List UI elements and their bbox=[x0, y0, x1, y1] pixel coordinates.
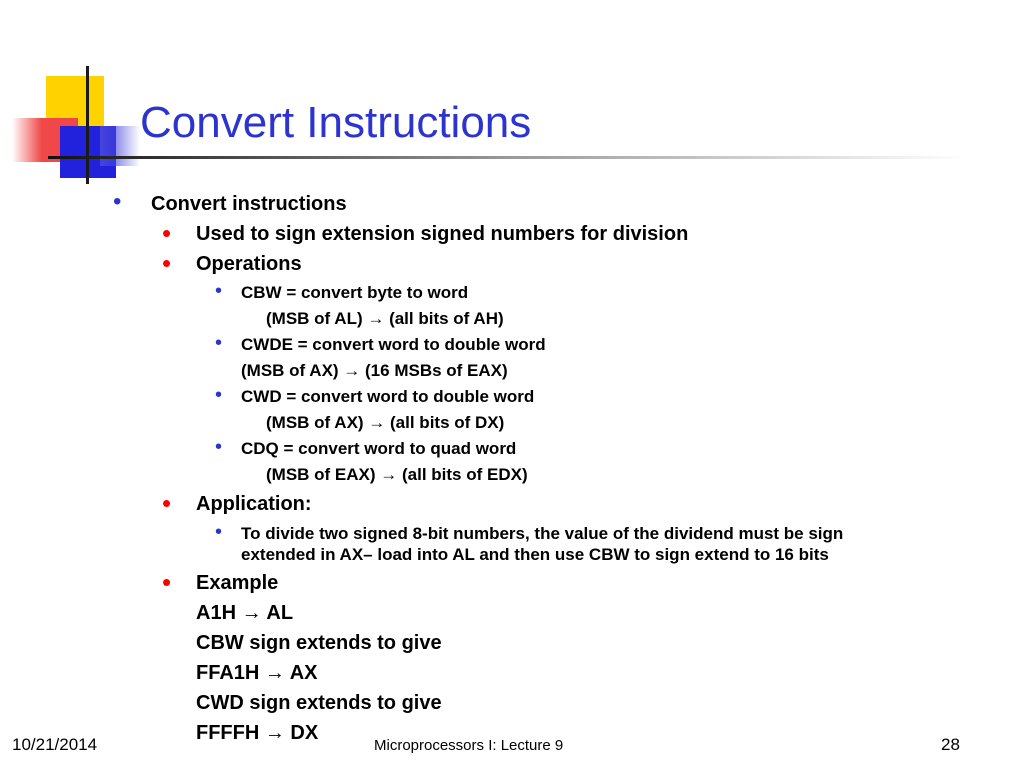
page-number: 28 bbox=[941, 735, 960, 754]
list-item: extended in AX– load into AL and then use CBW to sign extend to 16 bits bbox=[241, 545, 829, 564]
list-item: To divide two signed 8-bit numbers, the value of the dividend must be sign bbox=[241, 524, 844, 543]
list-item-detail: (MSB of AL) → (all bits of AH) bbox=[266, 309, 504, 328]
example-line: FFA1H → AX bbox=[196, 662, 318, 684]
list-item: CDQ = convert word to quad word bbox=[241, 439, 517, 458]
bullet-l3-icon: • bbox=[215, 521, 223, 543]
bullet-l1-icon: • bbox=[113, 188, 122, 215]
bullet-l3-icon: • bbox=[215, 280, 223, 302]
example-line: FFFFH → DX bbox=[196, 722, 319, 744]
example-line: CBW sign extends to give bbox=[196, 632, 442, 654]
bullet-l2-icon: • bbox=[162, 488, 172, 518]
footer-course: Microprocessors I: Lecture 9 bbox=[374, 737, 564, 754]
list-item-detail: (MSB of AX) → (all bits of DX) bbox=[266, 413, 505, 432]
bullet-l2-icon: • bbox=[162, 567, 172, 597]
list-item: CWD = convert word to double word bbox=[241, 387, 535, 406]
list-item: Application: bbox=[196, 493, 312, 515]
title-underline bbox=[48, 156, 968, 159]
bullet-l3-icon: • bbox=[215, 332, 223, 354]
list-item-detail: (MSB of EAX) → (all bits of EDX) bbox=[266, 465, 528, 484]
bullet-l3-icon: • bbox=[215, 384, 223, 406]
list-item: CWDE = convert word to double word bbox=[241, 335, 546, 354]
list-item: Convert instructions bbox=[151, 193, 347, 215]
bullet-l2-icon: • bbox=[162, 248, 172, 278]
decor-vertical-line bbox=[86, 66, 89, 184]
bullet-l2-icon: • bbox=[162, 218, 172, 248]
list-item-detail: (MSB of AX) → (16 MSBs of EAX) bbox=[241, 361, 508, 380]
list-item: Example bbox=[196, 572, 279, 594]
bullet-l3-icon: • bbox=[215, 436, 223, 458]
example-line: CWD sign extends to give bbox=[196, 692, 442, 714]
slide-title: Convert Instructions bbox=[140, 98, 532, 147]
list-item: Used to sign extension signed numbers for division bbox=[196, 223, 689, 245]
example-line: A1H → AL bbox=[196, 602, 294, 624]
footer-date: 10/21/2014 bbox=[12, 735, 98, 754]
list-item: Operations bbox=[196, 253, 302, 275]
list-item: CBW = convert byte to word bbox=[241, 283, 469, 302]
decor-blue-gradient bbox=[100, 126, 140, 166]
